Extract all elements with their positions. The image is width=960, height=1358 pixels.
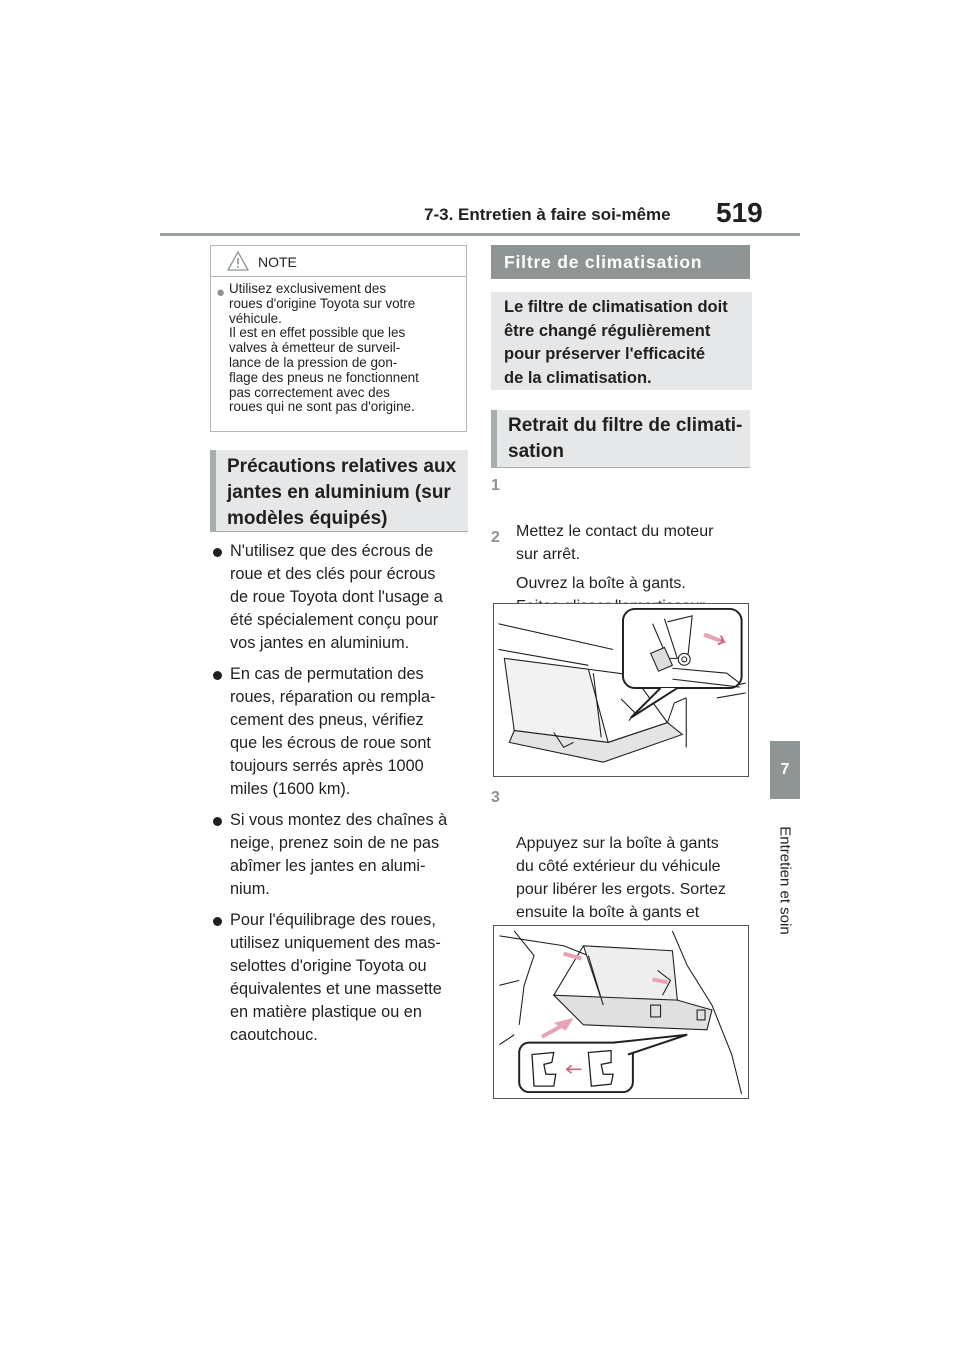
precautions-heading-text: Précautions relatives aux jantes en aluminium (sur modèles équipés) — [227, 456, 457, 529]
list-item: Si vous montez des chaînes à neige, prenez soin de ne pas abîmer les jantes en alumi- nium. — [210, 809, 472, 901]
glovebox-damper-drawing — [494, 604, 748, 776]
list-item: Pour l'équilibrage des roues, utilisez uniquement des mas- selottes d'origine Toyota ou équivalentes et une massette en matière plastique ou en caoutchouc. — [210, 909, 472, 1047]
chapter-label: Entretien et soin — [776, 825, 794, 935]
step-number: 1 — [491, 477, 500, 494]
bullet-icon — [213, 671, 222, 680]
filter-heading: Filtre de climatisation — [491, 245, 750, 279]
glovebox-removal-drawing — [494, 926, 748, 1098]
step-number: 2 — [491, 529, 500, 546]
note-bullet-icon: ● — [216, 284, 226, 301]
warning-triangle-icon — [226, 250, 250, 272]
filter-summary: Le filtre de climatisation doit être changé régulièrement pour préserver l'efficacité de la climatisation. — [504, 298, 728, 387]
header-rule — [160, 233, 800, 236]
page-number: 519 — [716, 197, 763, 228]
note-header — [211, 246, 466, 277]
bullet-icon — [213, 548, 222, 557]
section-title: 7-3. Entretien à faire soi-même — [424, 205, 671, 224]
bullet-icon — [213, 817, 222, 826]
glovebox-removal-illustration — [493, 925, 749, 1099]
step-text: Ouvrez la boîte à gants. — [516, 575, 686, 592]
precautions-heading — [210, 450, 468, 532]
removal-heading-text: Retrait du filtre de climati- sation — [508, 415, 743, 462]
list-item: N'utilisez que des écrous de roue et des clés pour écrous de roue Toyota dont l'usage a été spécialement conçu pour vos jantes en aluminium. — [210, 540, 472, 655]
chapter-label-box — [735, 810, 835, 950]
note-box — [210, 245, 467, 432]
note-title: NOTE — [258, 254, 297, 270]
glovebox-damper-illustration — [493, 603, 749, 777]
step-text: Mettez le contact du moteur sur arrêt. — [516, 523, 714, 563]
step-text: Appuyez sur la boîte à gants du côté extérieur du véhicule pour libérer les ergots. Sortez ensuite la boîte à gants et — [516, 835, 726, 921]
list-item: En cas de permutation des roues, réparation ou rempla- cement des pneus, vérifiez que les écrous de roue sont toujours serrés après 1000 miles (1600 km). — [210, 663, 472, 801]
step-number: 3 — [491, 789, 500, 806]
filter-summary-box — [491, 292, 752, 390]
precautions-list — [210, 540, 472, 1055]
note-text: Utilisez exclusivement des roues d'origine Toyota sur votre véhicule. Il est en effet possible que les valves à émetteur de surveil- lance de la pression de gon- flage des pneus ne fonctionnent pas correctement avec des roues qui ne sont pas d'origine. — [229, 281, 419, 415]
bullet-icon — [213, 917, 222, 926]
removal-heading — [491, 410, 750, 468]
chapter-number: 7 — [780, 761, 790, 778]
chapter-tab — [770, 741, 800, 799]
